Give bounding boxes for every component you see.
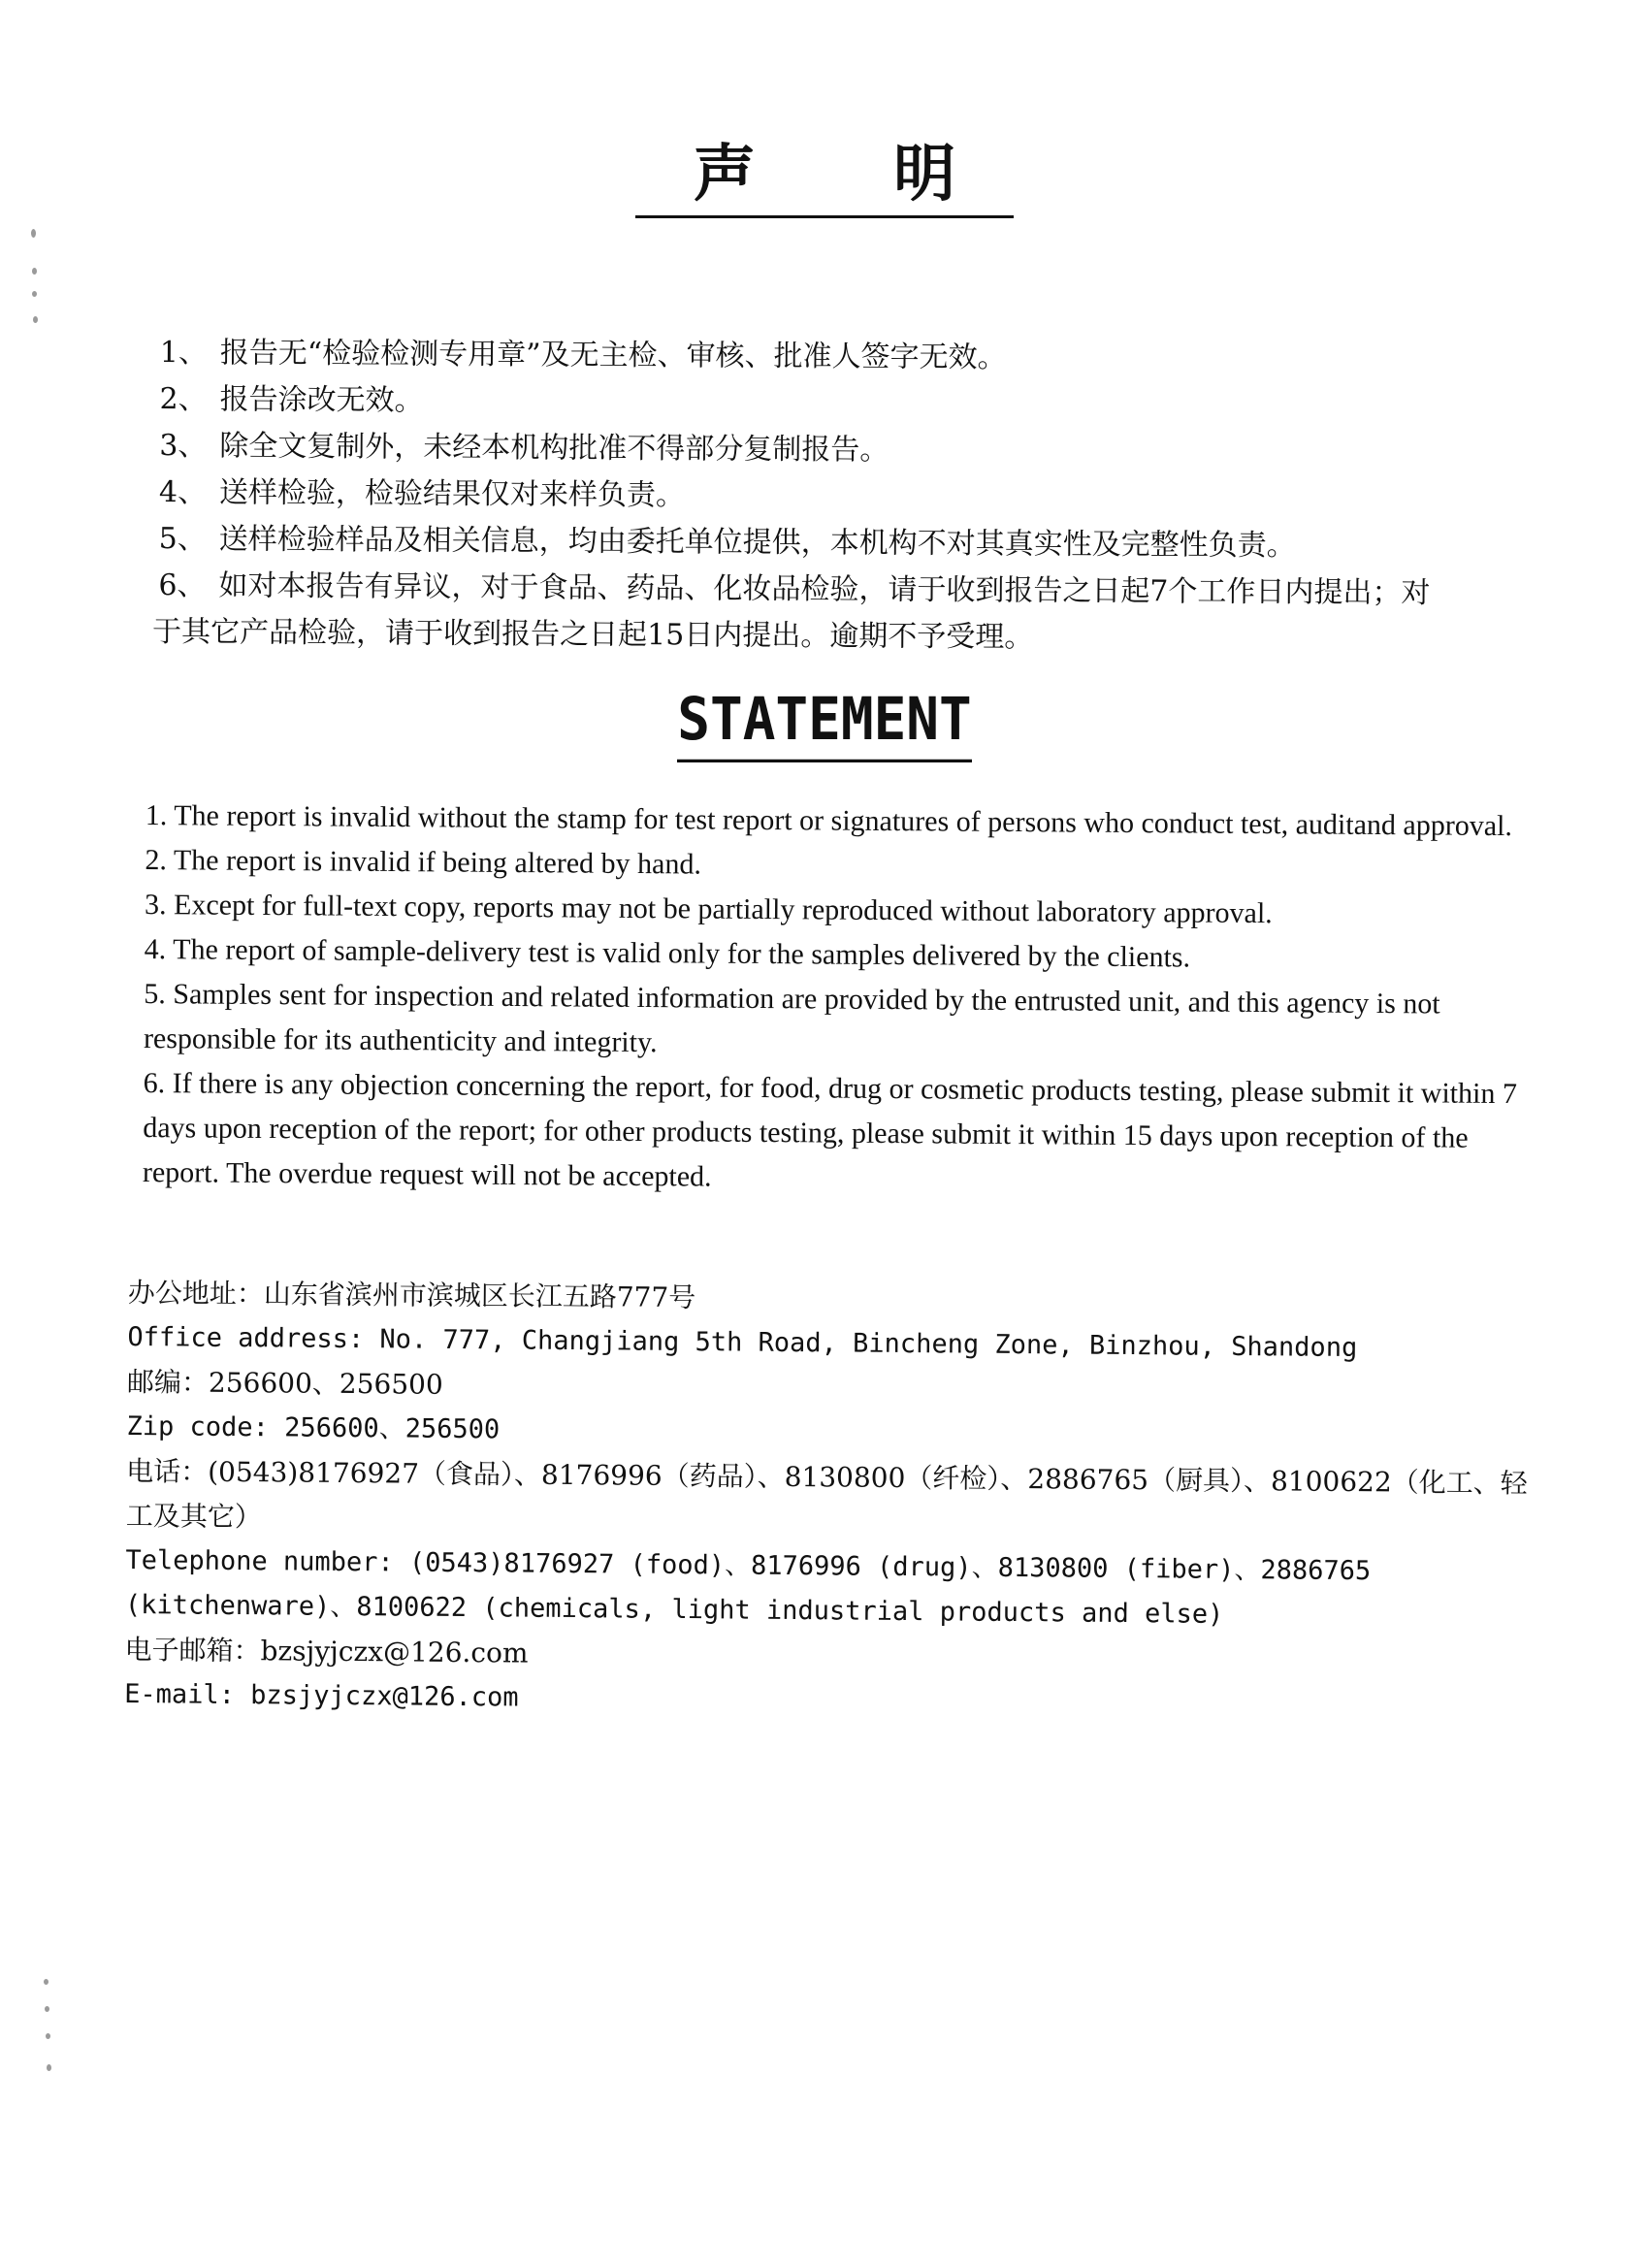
scan-mark	[32, 291, 37, 297]
item-text: 报告无“检验检测专用章”及无主检、审核、批准人签字无效。	[219, 336, 1007, 375]
item-number: 5、	[158, 521, 207, 557]
scan-mark	[32, 268, 37, 275]
item-text: 如对本报告有异议，对于食品、药品、化妆品检验，请于收到报告之日起7个工作日内提出；对	[218, 568, 1431, 611]
chinese-statement-list	[151, 330, 1518, 664]
english-item-4: 4. The report of sample-delivery test is valid only for the samples delivered by the clients.	[144, 932, 1191, 974]
chinese-item-6	[158, 563, 1516, 618]
english-item-5: 5. Samples sent for inspection and related information are provided by the entrusted unit, and this agency is not responsible for its authenticity and integrity.	[143, 977, 1440, 1059]
email-en: E-mail: bzsjyjczx@126.com	[124, 1678, 519, 1713]
scan-mark	[33, 316, 38, 323]
english-title	[0, 687, 1649, 760]
item-number: 4、	[158, 474, 208, 510]
scan-mark	[46, 2033, 50, 2039]
zip-code-en: Zip code: 256600、256500	[126, 1410, 501, 1445]
chinese-title-text: 声 明	[635, 136, 1014, 218]
scan-mark	[31, 229, 36, 238]
item-number: 1、	[159, 335, 209, 371]
email-cn: 电子邮箱：bzsjyjczx@126.com	[124, 1633, 529, 1669]
scan-mark	[45, 2006, 49, 2012]
english-item-6: 6. If there is any objection concerning the report, for food, drug or cosmetic products testing, please submit it within 7 days upon reception of the report; for other products testing, please submit it within 15 days upon reception of the report. The overdue request will not be accepted.	[142, 1066, 1518, 1193]
chinese-title	[0, 136, 1649, 218]
item-text: 报告涂改无效。	[219, 382, 424, 418]
item-number: 6、	[158, 567, 207, 603]
item-number: 3、	[159, 428, 208, 464]
zip-code-cn: 邮编：256600、256500	[126, 1365, 443, 1401]
english-statement-list	[143, 794, 1523, 1206]
english-item-2: 2. The report is invalid if being altered by hand.	[145, 843, 702, 881]
chinese-item-5	[159, 516, 1517, 571]
english-item-1: 1. The report is invalid without the stamp for test report or signatures of persons who conduct test, auditand approval.	[145, 798, 1513, 843]
chinese-item-1	[160, 330, 1518, 385]
english-title-text: STATEMENT	[677, 684, 971, 762]
contact-info	[124, 1271, 1544, 1730]
chinese-item-2	[159, 376, 1517, 432]
scan-mark	[47, 2064, 51, 2071]
chinese-item-6-continuation: 于其它产品检验，请于收到报告之日起15日内提出。逾期不予受理。	[151, 614, 1034, 655]
telephone-en: Telephone number: (0543)8176927 (food)、8176996 (drug)、8130800 (fiber)、2886765 (kitchenware)、8100622 (chemicals, light industrial products and else)	[124, 1544, 1372, 1630]
item-text: 送样检验，检验结果仅对来样负责。	[218, 475, 686, 513]
english-item-3: 3. Except for full-text copy, reports may not be partially reproduced without laboratory approval.	[144, 888, 1273, 930]
item-text: 除全文复制外，未经本机构批准不得部分复制报告。	[219, 429, 889, 468]
chinese-item-3	[159, 423, 1517, 478]
scan-mark	[44, 1979, 48, 1985]
office-address-cn: 办公地址：山东省滨州市滨城区长江五路777号	[127, 1276, 696, 1314]
item-text: 送样检验样品及相关信息，均由委托单位提供，本机构不对其真实性及完整性负责。	[218, 522, 1296, 564]
item-number: 2、	[159, 381, 208, 417]
office-address-en: Office address: No. 777, Changjiang 5th Road, Bincheng Zone, Binzhou, Shandong	[127, 1321, 1358, 1364]
telephone-cn: 电话：(0543)8176927（食品）、8176996（药品）、8130800（纤检）、2886765（厨具）、8100622（化工、轻工及其它）	[125, 1454, 1528, 1534]
chinese-item-4	[159, 470, 1517, 525]
